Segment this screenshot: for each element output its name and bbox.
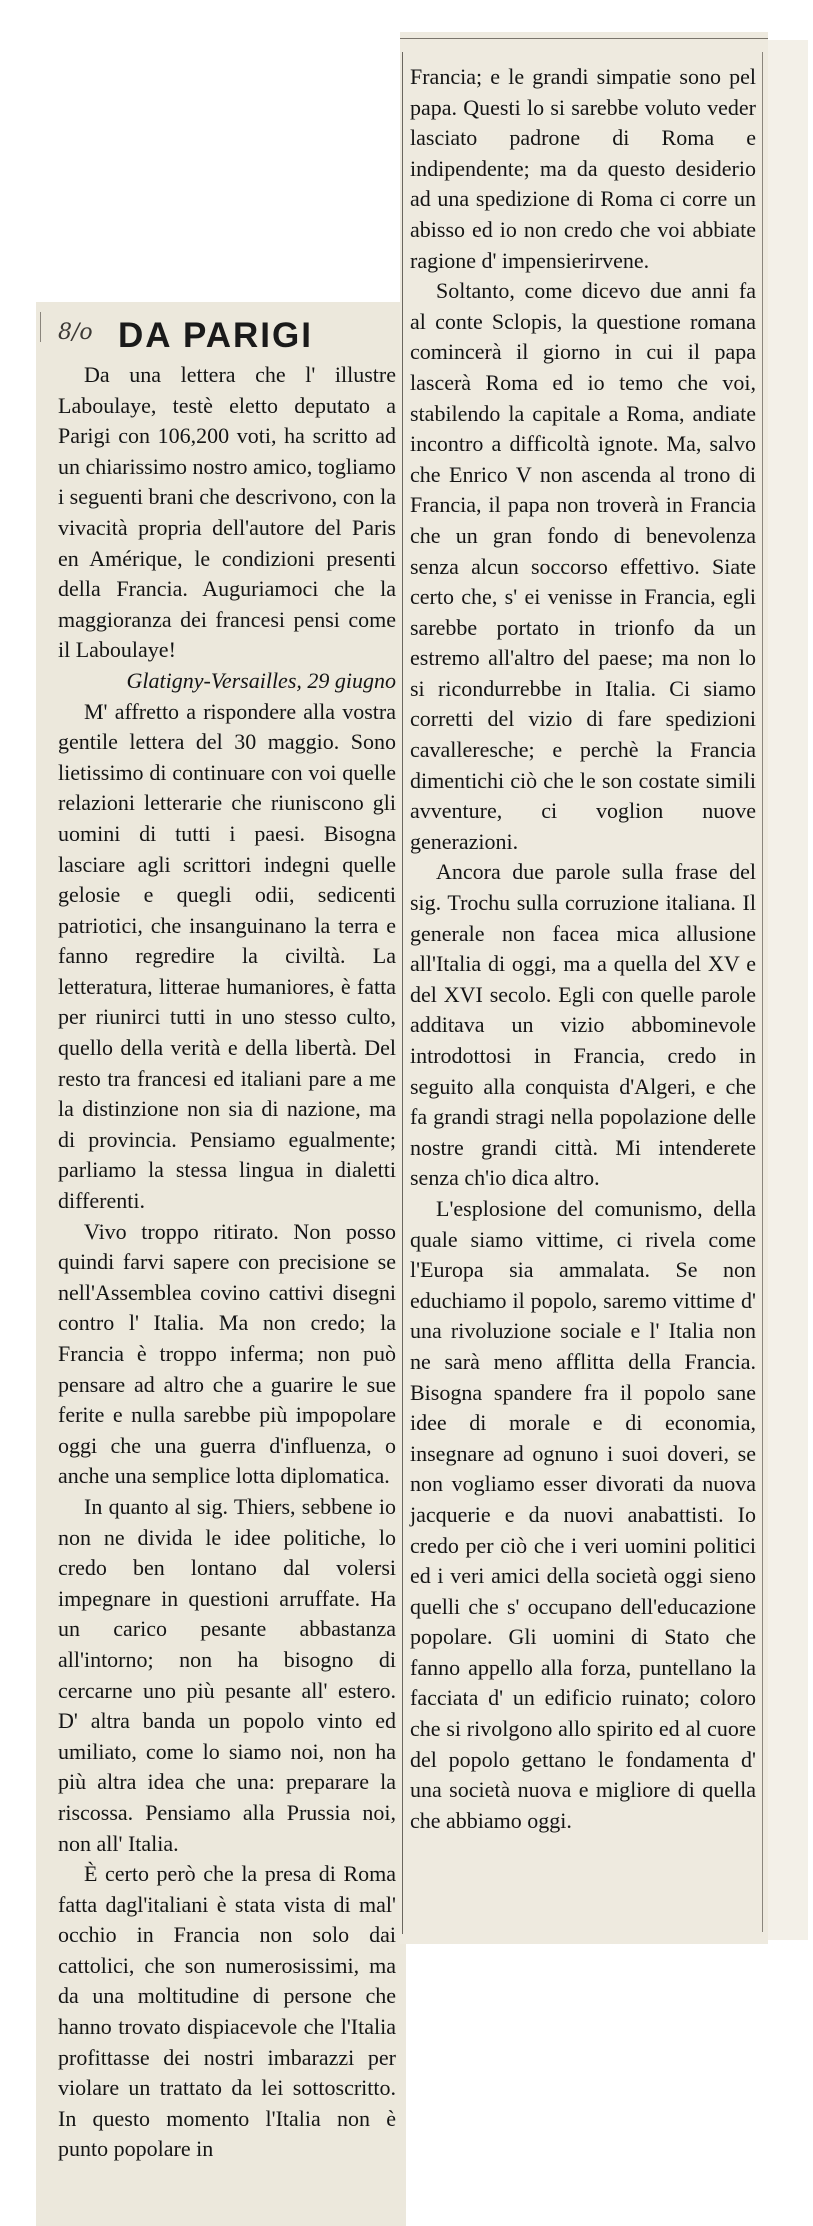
letter-paragraph-3: In quanto al sig. Thiers, sebbene io non ne divida le idee politiche, lo credo ben lontano dal volersi impegnare in questioni arruffate. Ha un carico pesante abbastanza all'intorno; non ha bisogno di cercarne uno più pesante all' estero. D' altra banda un popolo vinto ed umiliato, come lo siamo noi, non ha più altra idea che una: preparare la riscossa. Pensiamo alla Prussia noi, non all' Italia. <box>58 1493 396 1856</box>
right-edge-rule <box>762 52 763 1932</box>
letter-paragraph-7: L'esplosione del comunismo, della quale siamo vittime, ci rivela come l'Europa sia ammalata. Se non educhiamo il popolo, saremo vittime d' una rivoluzione sociale e l' Italia non ne sarà meno afflitta della Francia. Bisogna spandere fra il popolo sane idee di morale e di economia, insegnare ad ognuno i suoi doveri, se non vogliamo esser divorati da nuova jacquerie e da nuovi anabattisti. Io credo per ciò che i veri uomini politici ed i veri amici della società oggi sieno quelli che s' occupano dell'educazione popolare. Gli uomini di Stato che fanno appello alla forza, puntellano la facciata d' un edificio ruinato; coloro che si rivolgono allo spirito ed al cuore del popolo gettano le fondamenta d' una società nuova e migliore di quella che abbiamo oggi. <box>410 1195 756 1833</box>
intro-paragraph: Da una lettera che l' illustre Laboulaye, testè eletto deputato a Parigi con 106,200 voti, ha scritto ad un chiarissimo nostro amico, togliamo i seguenti brani che descrivono, con la vivacità propria dell'autore del Paris en Amérique, le condizioni presenti della Francia. Auguriamoci che la maggioranza dei francesi pensi come il Laboulaye! <box>58 362 396 663</box>
article-heading <box>58 316 396 360</box>
handwritten-marginal-note: 8/o <box>58 320 93 345</box>
letter-paragraph-2: Vivo troppo ritirato. Non posso quindi farvi sapere con precisione se nell'Assemblea covino cattivi disegni contro l' Italia. Ma non credo; la Francia è troppo inferma; non può pensare ad altro che a guarire le sue ferite e nulla sarebbe più impopolare oggi che una guerra d'influenza, o anche una semplice lotta diplomatica. <box>58 1218 396 1489</box>
column-top-rule <box>400 38 768 39</box>
adjacent-clipping-edge <box>768 40 808 1940</box>
letter-paragraph-1: M' affretto a rispondere alla vostra gentile lettera del 30 maggio. Sono lietissimo di continuare con voi quelle relazioni letterarie che riuniscono gli uomini di tutti i paesi. Bisogna lasciare agli scrittori indegni quelle gelosie e quegli odii, sedicenti patriotici, che insanguinano la terra e fanno regredire la civiltà. La letteratura, litterae humaniores, è fatta per riunirci tutti in uno stesso culto, quello della verità e della libertà. Del resto tra francesi ed italiani pare a me la distinzione non sia di nazione, ma di provincia. Pensiamo egualmente; parliamo la stessa lingua in dialetti differenti. <box>58 698 396 1214</box>
column-divider-rule <box>402 52 403 1934</box>
left-edge-rule <box>40 312 41 342</box>
letter-paragraph-5: Soltanto, come dicevo due anni fa al conte Sclopis, la questione romana comincerà il giorno in cui il papa lascerà Roma ed io temo che voi, stabilendo la capitale a Roma, andiate incontro a difficoltà ignote. Ma, salvo che Enrico V non ascenda al trono di Francia, il papa non troverà in Francia che un gran fondo di benevolenza senza alcun soccorso effettivo. Siate certo che, s' ei venisse in Francia, egli sarebbe portato in trionfo da un estremo all'altro del paese; ma non lo si ricondurrebbe in Italia. Ci siamo corretti del vizio di fare spedizioni cavalleresche; e perchè la Francia dimentichi ciò che le son costate simili avventure, ci voglion nuove generazioni. <box>410 278 756 854</box>
article-title: DA PARIGI <box>118 316 313 355</box>
letter-paragraph-4-continued: Francia; e le grandi simpatie sono pel papa. Questi lo si sarebbe voluto veder lasciato padrone di Roma e indipendente; ma da questo desiderio ad una spedizione di Roma ci corre un abisso ed io non credo che voi abbiate ragione d' impensierirvene. <box>410 64 756 273</box>
left-text-column <box>58 360 396 2165</box>
right-text-column <box>410 62 756 1836</box>
letter-paragraph-4: È certo però che la presa di Roma fatta dagl'italiani è stata vista di mal' occhio in Francia non solo dai cattolici, che son numerosissimi, ma da una moltitudine di persone che hanno trovato dispiacevole che l'Italia profittasse dei nostri imbarazzi per violare un trattato da lei sottoscritto. In questo momento l'Italia non è punto popolare in <box>58 1861 396 2162</box>
letter-dateline: Glatigny-Versailles, 29 giugno <box>126 667 396 693</box>
letter-paragraph-6: Ancora due parole sulla frase del sig. Trochu sulla corruzione italiana. Il generale non facea mica allusione all'Italia di oggi, ma a quella del XV e del XVI secolo. Egli con quelle parole additava un vizio abbominevole introdottosi in Francia, credo in seguito alla conquista d'Algeri, e che fa grandi stragi nella popolazione delle nostre grandi città. Mi intenderete senza ch'io dica altro. <box>410 859 756 1191</box>
